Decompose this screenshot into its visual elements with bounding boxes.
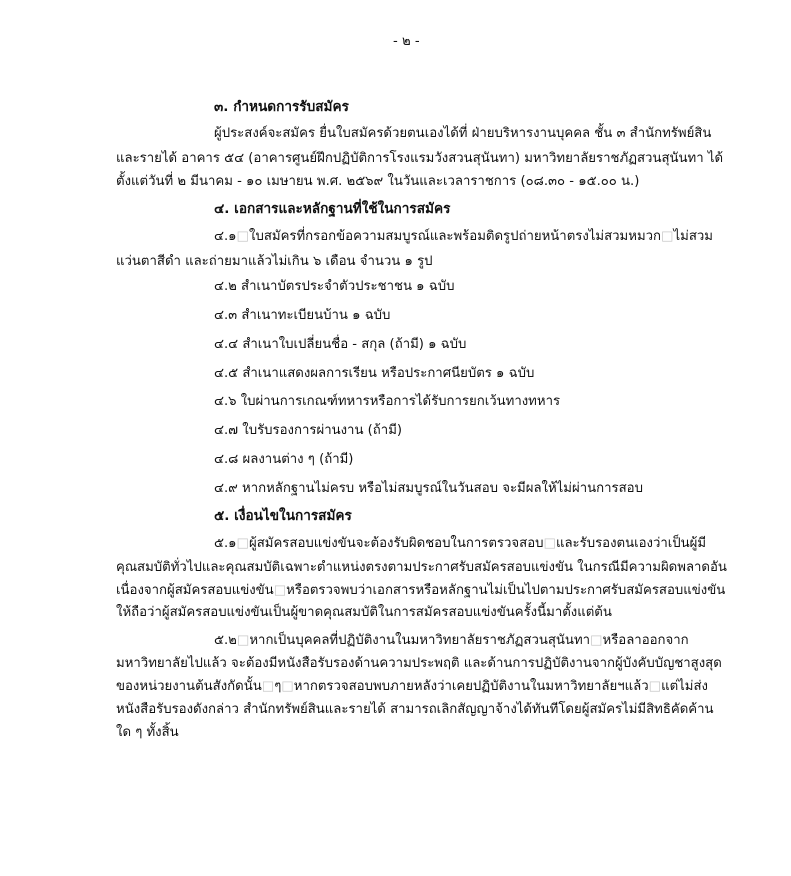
- section-3-line-1: ผู้ประสงค์จะสมัคร ยื่นใบสมัครด้วยตนเองได้ที่ ฝ่ายบริหารงานบุคคล ชั้น ๓ สำนักทรัพย์สิน: [214, 126, 712, 141]
- placeholder-mark: □: [236, 229, 250, 244]
- item-5-1-text: ผู้สมัครสอบแข่งขันจะต้องรับผิดชอบในการตรวจสอบ: [249, 536, 544, 551]
- item-4-7: ๔.๗ ใบรับรองการผ่านงาน (ถ้ามี): [214, 423, 403, 438]
- item-5-2-line-2: มหาวิทยาลัยไปแล้ว จะต้องมีหนังสือรับรองด้านความประพฤติ และด้านการปฏิบัติงานจากผู้บังคับบัญชาสูงสุด: [116, 656, 722, 671]
- item-5-2-text: หากเป็นบุคคลที่ปฏิบัติงานในมหาวิทยาลัยราชภัฏสวนสุนันทา: [249, 633, 591, 648]
- item-5-2-line-1: [214, 631, 689, 651]
- item-5-1-line-3-a: เนื่องจากผู้สมัครสอบแข่งขัน: [116, 583, 274, 598]
- item-5-2-line-4: หนังสือรับรองดังกล่าว สำนักทรัพย์สินและรายได้ สามารถเลิกสัญญาจ้างได้ทันทีโดยผู้สมัครไม่มีสิทธิคัดค้าน: [116, 702, 714, 717]
- item-5-2-line-3-c: หากตรวจสอบพบภายหลังว่าเคยปฏิบัติงานในมหาวิทยาลัยฯแล้ว: [293, 679, 649, 694]
- item-5-1-line-1: [214, 534, 706, 554]
- item-5-1-text-end: และรับรองตนเองว่าเป็นผู้มี: [555, 536, 707, 551]
- item-5-1-line-3: [116, 581, 725, 601]
- placeholder-mark: □: [236, 633, 250, 648]
- placeholder-mark: □: [236, 536, 250, 551]
- item-4-6: ๔.๖ ใบผ่านการเกณฑ์ทหารหรือการได้รับการยกเว้นทางทหาร: [214, 394, 561, 409]
- item-5-1-line-2: คุณสมบัติทั่วไปและคุณสมบัติเฉพาะตำแหน่งตรงตามประกาศรับสมัครสอบแข่งขัน ในกรณีมีความผิดพลาดอัน: [116, 560, 727, 575]
- section-3-heading: ๓. กำหนดการรับสมัคร: [214, 99, 349, 115]
- item-4-1-line-2: แว่นตาสีดำ และถ่ายมาแล้วไม่เกิน ๖ เดือน จำนวน ๑ รูป: [116, 254, 433, 269]
- item-5-1-line-4: ให้ถือว่าผู้สมัครสอบแข่งขันเป็นผู้ขาดคุณสมบัติในการสมัครสอบแข่งขันครั้งนี้มาตั้งแต่ต้น: [116, 605, 612, 620]
- section-4-heading: ๔. เอกสารและหลักฐานที่ใช้ในการสมัคร: [214, 201, 451, 217]
- placeholder-mark: □: [661, 229, 674, 244]
- item-4-8: ๔.๘ ผลงานต่าง ๆ (ถ้ามี): [214, 452, 354, 467]
- item-5-2-line-3-a: ของหน่วยงานต้นสังกัดนั้น: [116, 679, 262, 694]
- section-3-line-2: และรายได้ อาคาร ๕๔ (อาคารศูนย์ฝึกปฏิบัติการโรงแรมวังสวนสุนันทา) มหาวิทยาลัยราชภัฏสวนสุนันทา ได้: [116, 151, 724, 166]
- item-5-2-line-3: [116, 677, 708, 697]
- section-5-heading: ๕. เงื่อนไขในการสมัคร: [214, 508, 352, 524]
- placeholder-mark: □: [261, 679, 275, 694]
- item-4-4: ๔.๔ สำเนาใบเปลี่ยนชื่อ - สกุล (ถ้ามี) ๑ ฉบับ: [214, 337, 467, 352]
- placeholder-mark: □: [648, 679, 662, 694]
- item-4-3: ๔.๓ สำเนาทะเบียนบ้าน ๑ ฉบับ: [214, 308, 391, 323]
- item-5-1-number: ๕.๑: [214, 536, 237, 551]
- section-3-line-3: ตั้งแต่วันที่ ๒ มีนาคม - ๑๐ เมษายน พ.ศ. ๒๕๖๙ ในวันและเวลาราชการ (๐๘.๓๐ - ๑๕.๐๐ น.): [116, 174, 640, 189]
- item-5-2-line-3-b: ๆ: [274, 679, 282, 694]
- item-4-5: ๔.๕ สำเนาแสดงผลการเรียน หรือประกาศนียบัตร ๑ ฉบับ: [214, 366, 535, 381]
- item-4-1-number: ๔.๑: [214, 229, 237, 244]
- item-5-2-text-end: หรือลาออกจาก: [602, 633, 689, 648]
- placeholder-mark: □: [273, 583, 287, 598]
- item-5-1-line-3-b: หรือตรวจพบว่าเอกสารหรือหลักฐานไม่เป็นไปตามประกาศรับสมัครสอบแข่งขัน: [286, 583, 726, 598]
- placeholder-mark: □: [281, 679, 294, 694]
- item-5-2-line-5: ใด ๆ ทั้งสิ้น: [116, 725, 179, 740]
- item-5-2-number: ๕.๒: [214, 633, 237, 648]
- item-5-2-line-3-d: แต่ไม่ส่ง: [661, 679, 708, 694]
- page-number: - ๒ -: [393, 34, 420, 49]
- item-4-1-line-1: [214, 227, 713, 247]
- item-4-9: ๔.๙ หากหลักฐานไม่ครบ หรือไม่สมบูรณ์ในวันสอบ จะมีผลให้ไม่ผ่านการสอบ: [214, 481, 643, 496]
- placeholder-mark: □: [590, 633, 603, 648]
- item-4-2: ๔.๒ สำเนาบัตรประจำตัวประชาชน ๑ ฉบับ: [214, 279, 455, 294]
- item-4-1-text-end: ไม่สวม: [673, 229, 713, 244]
- item-4-1-text: ใบสมัครที่กรอกข้อความสมบูรณ์และพร้อมติดรูปถ่ายหน้าตรงไม่สวมหมวก: [249, 229, 662, 244]
- placeholder-mark: □: [543, 536, 556, 551]
